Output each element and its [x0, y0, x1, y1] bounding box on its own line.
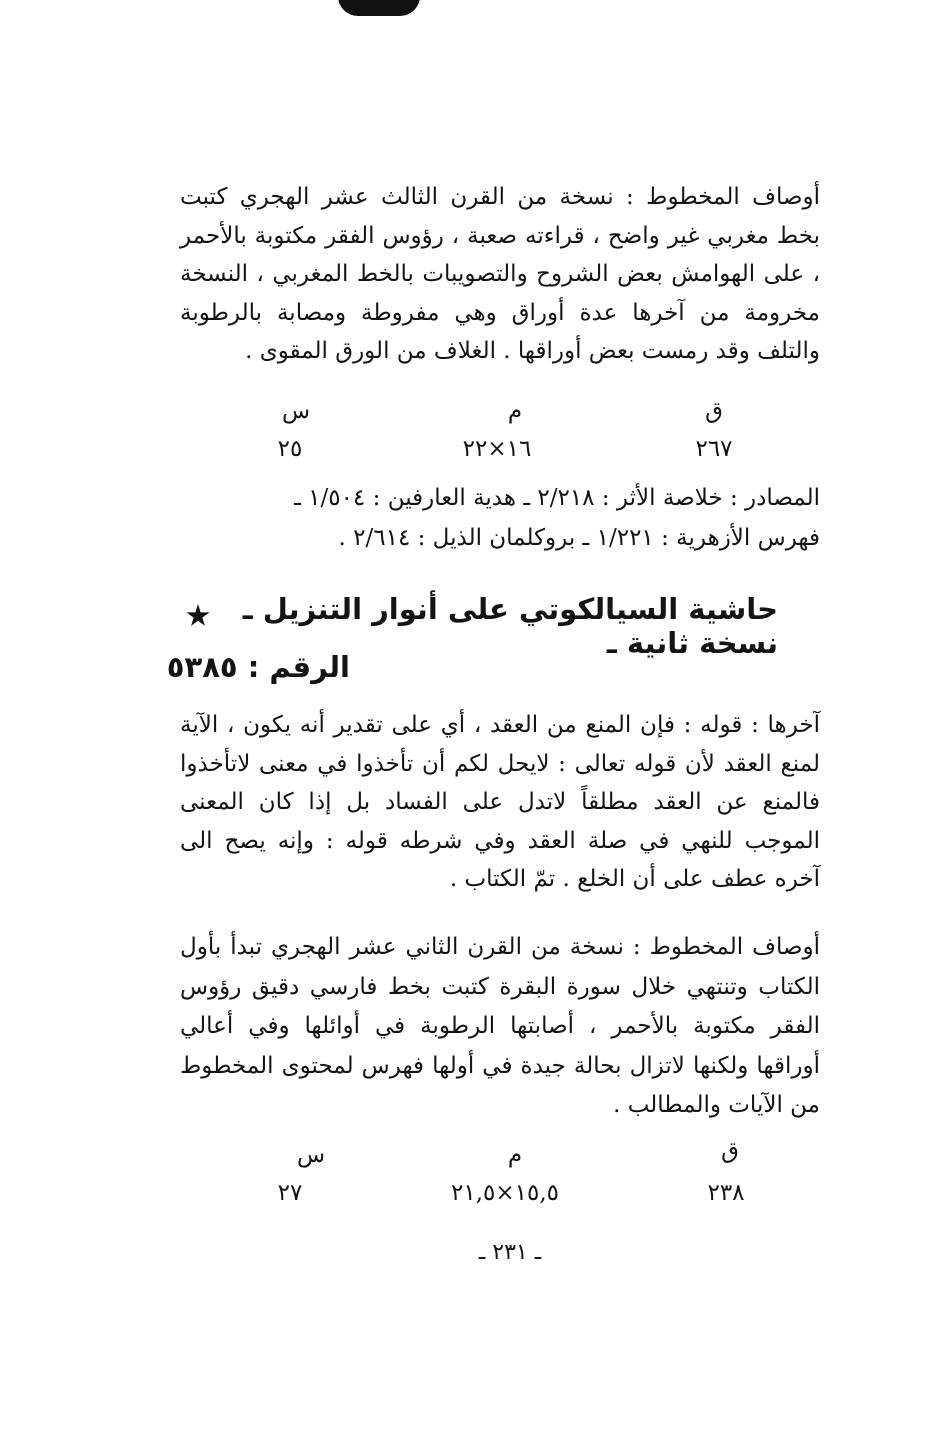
page-number: ـ ٢٣١ ـ	[478, 1240, 542, 1265]
manuscript-description-2: أوصاف المخطوط : نسخة من القرن الثاني عشر الهجري تبدأ بأول الكتاب وتنتهي خلال سورة البقرة كتبت بخط فارسي دقيق رؤوس الفقر مكتوبة بالأحمر ، أصابتها الرطوبة في أوائلها وفي أعالي أوراقها ولكنها لاتزال بحالة جيدة في أولها فهرس لمحتوى المخطوط من الآيات والمطالب .	[180, 934, 820, 1118]
sources-block	[180, 478, 820, 558]
sources-line-2: فهرس الأزهرية : ١/٢٢١ ـ بروكلمان الذيل : ٢/٦١٤ .	[338, 525, 820, 551]
record-number: الرقم : ٥٣٨٥	[166, 650, 350, 684]
table-2-value-s: ٢٧	[277, 1180, 303, 1206]
table-1-value-m: ١٦×٢٢	[462, 436, 532, 462]
entry-ending: آخرها : قوله : فإن المنع من العقد ، أي على تقدير أنه يكون ، الآية لمنع العقد لأن قوله تعالى : لايحل لكم أن تأخذوا في معنى لاتأخذوا فالمنع عن العقد مطلقاً لاتدل على الفساد بل إذا كان المعنى الموجب للنهي في صلة العقد وفي شرطه قوله : وإنه يصح الى آخره عطف على أن الخلع . تمّ الكتاب .	[180, 712, 820, 892]
entry-title: حاشية السيالكوتي على أنوار التنزيل ـ نسخة ثانية ـ	[242, 592, 778, 660]
manuscript-description-1: أوصاف المخطوط : نسخة من القرن الثالث عشر الهجري كتبت بخط مغربي غير واضح ، قراءته صعبة ، رؤوس الفقر مكتوبة بالأحمر ، على الهوامش بعض الشروح والتصويبات بالخط المغربي ، النسخة مخرومة من آخرها عدة أوراق وهي مفروطة ومصابة بالرطوبة والتلف وقد رمست بعض أوراقها . الغلاف من الورق المقوى .	[180, 184, 820, 364]
sources-line-1: المصادر : خلاصة الأثر : ٢/٢١٨ ـ هدية العارفين : ١/٥٠٤ ـ	[294, 485, 820, 511]
table-1-header-s: س	[281, 398, 311, 424]
table-1-value-q: ٢٦٧	[695, 436, 733, 462]
table-2-header-q: ق	[721, 1138, 739, 1164]
table-1-header-m: م	[507, 398, 523, 424]
table-2-value-q: ٢٣٨	[707, 1180, 745, 1206]
table-2-header-m: م	[507, 1142, 523, 1168]
top-ink-mark	[338, 0, 420, 16]
table-1-value-s: ٢٥	[277, 436, 303, 462]
table-2-value-m: ١٥,٥×٢١,٥	[450, 1180, 560, 1206]
table-1-header-q: ق	[705, 398, 723, 424]
table-2-header-s: س	[296, 1142, 326, 1168]
